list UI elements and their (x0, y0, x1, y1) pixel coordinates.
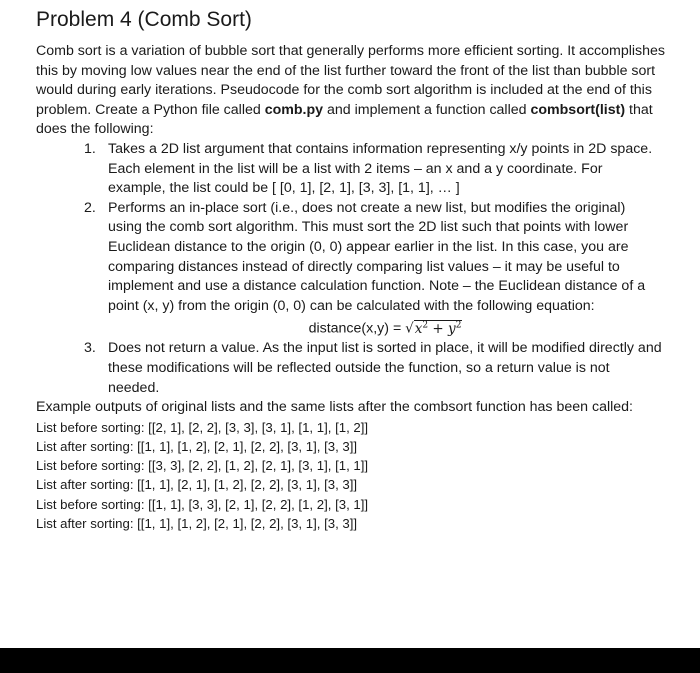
radicand (414, 320, 463, 337)
requirements-list (36, 140, 676, 398)
page-title: Problem 4 (Comb Sort) (36, 8, 252, 31)
example-line: List after sorting: [[1, 1], [1, 2], [2, 1], [2, 2], [3, 1], [3, 3]] (36, 438, 358, 454)
requirement-number: 3. (84, 340, 96, 357)
example-line: List after sorting: [[1, 1], [2, 1], [1, 2], [2, 2], [3, 1], [3, 3]] (36, 477, 358, 493)
requirement-text: Performs an in-place sort (i.e., does not create a new list, but modifies the original) using the comb sort algorithm. This must sort the 2D list such that points with lower Euclidean distance to the origin (0, 0) appear earlier in the list. In this case, you are comparing distances instead of directly comparing list values – it may be useful to implement and use a distance calculation function. Note – the Euclidean distance of a point (x, y) from the origin (0, 0) can be calculated with the following equation: (108, 199, 646, 314)
x-exponent: 2 (422, 320, 429, 331)
equation-label: distance(x,y) = (308, 320, 406, 337)
requirement-number: 1. (84, 140, 96, 157)
filename-bold: comb.py (264, 101, 324, 118)
radical-sign: √ (405, 320, 414, 337)
square-root (405, 320, 462, 337)
intro-text-1: Comb sort is a variation of bubble sort that generally performs more efficient sorting. It accomplishes this by moving low values near the end of the list further toward the front of the list than bubble sort would during early iterations. Pseudocode for the comb sort algorithm is included at the end of this problem. Create a Python file called (36, 43, 666, 118)
examples-list (36, 418, 676, 533)
function-name-bold: combsort(list) (530, 101, 626, 118)
example-line: List before sorting: [[2, 1], [2, 2], [3, 3], [3, 1], [1, 1], [1, 2]] (36, 419, 369, 435)
example-line: List after sorting: [[1, 1], [1, 2], [2, 1], [2, 2], [3, 1], [3, 3]] (36, 515, 358, 531)
requirement-item-3 (36, 339, 663, 398)
requirement-item-1 (36, 140, 663, 199)
intro-text-3: that does the following: (36, 101, 653, 138)
y-exponent: 2 (455, 320, 462, 331)
equation-x: x (414, 320, 423, 337)
requirement-text: Takes a 2D list argument that contains information representing x/y points in 2D space. Each element in the list will be a list with 2 items – an x and a y coordinate. For example, the list could be [ [0, 1], [2, 1], [3, 3], [1, 1], … ] (108, 140, 653, 197)
requirement-text: Does not return a value. As the input list is sorted in place, it will be modified directly and these modifications will be reflected outside the function, so a return value is not needed. (108, 340, 662, 396)
bottom-black-bar (0, 648, 700, 673)
example-line: List before sorting: [[1, 1], [3, 3], [2, 1], [2, 2], [1, 2], [3, 1]] (36, 496, 369, 512)
equation-y: y (448, 320, 456, 337)
example-line: List before sorting: [[3, 3], [2, 2], [1, 2], [2, 1], [3, 1], [1, 1]] (36, 458, 369, 474)
document (36, 6, 676, 533)
requirement-number: 2. (84, 199, 96, 216)
intro-paragraph (36, 42, 676, 140)
distance-equation (108, 316, 663, 339)
requirement-item-2 (36, 199, 663, 340)
equation-plus: + (428, 320, 449, 337)
intro-text-2: and implement a function called (323, 101, 531, 118)
examples-intro: Example outputs of original lists and the same lists after the combsort function has been called: (36, 399, 633, 416)
